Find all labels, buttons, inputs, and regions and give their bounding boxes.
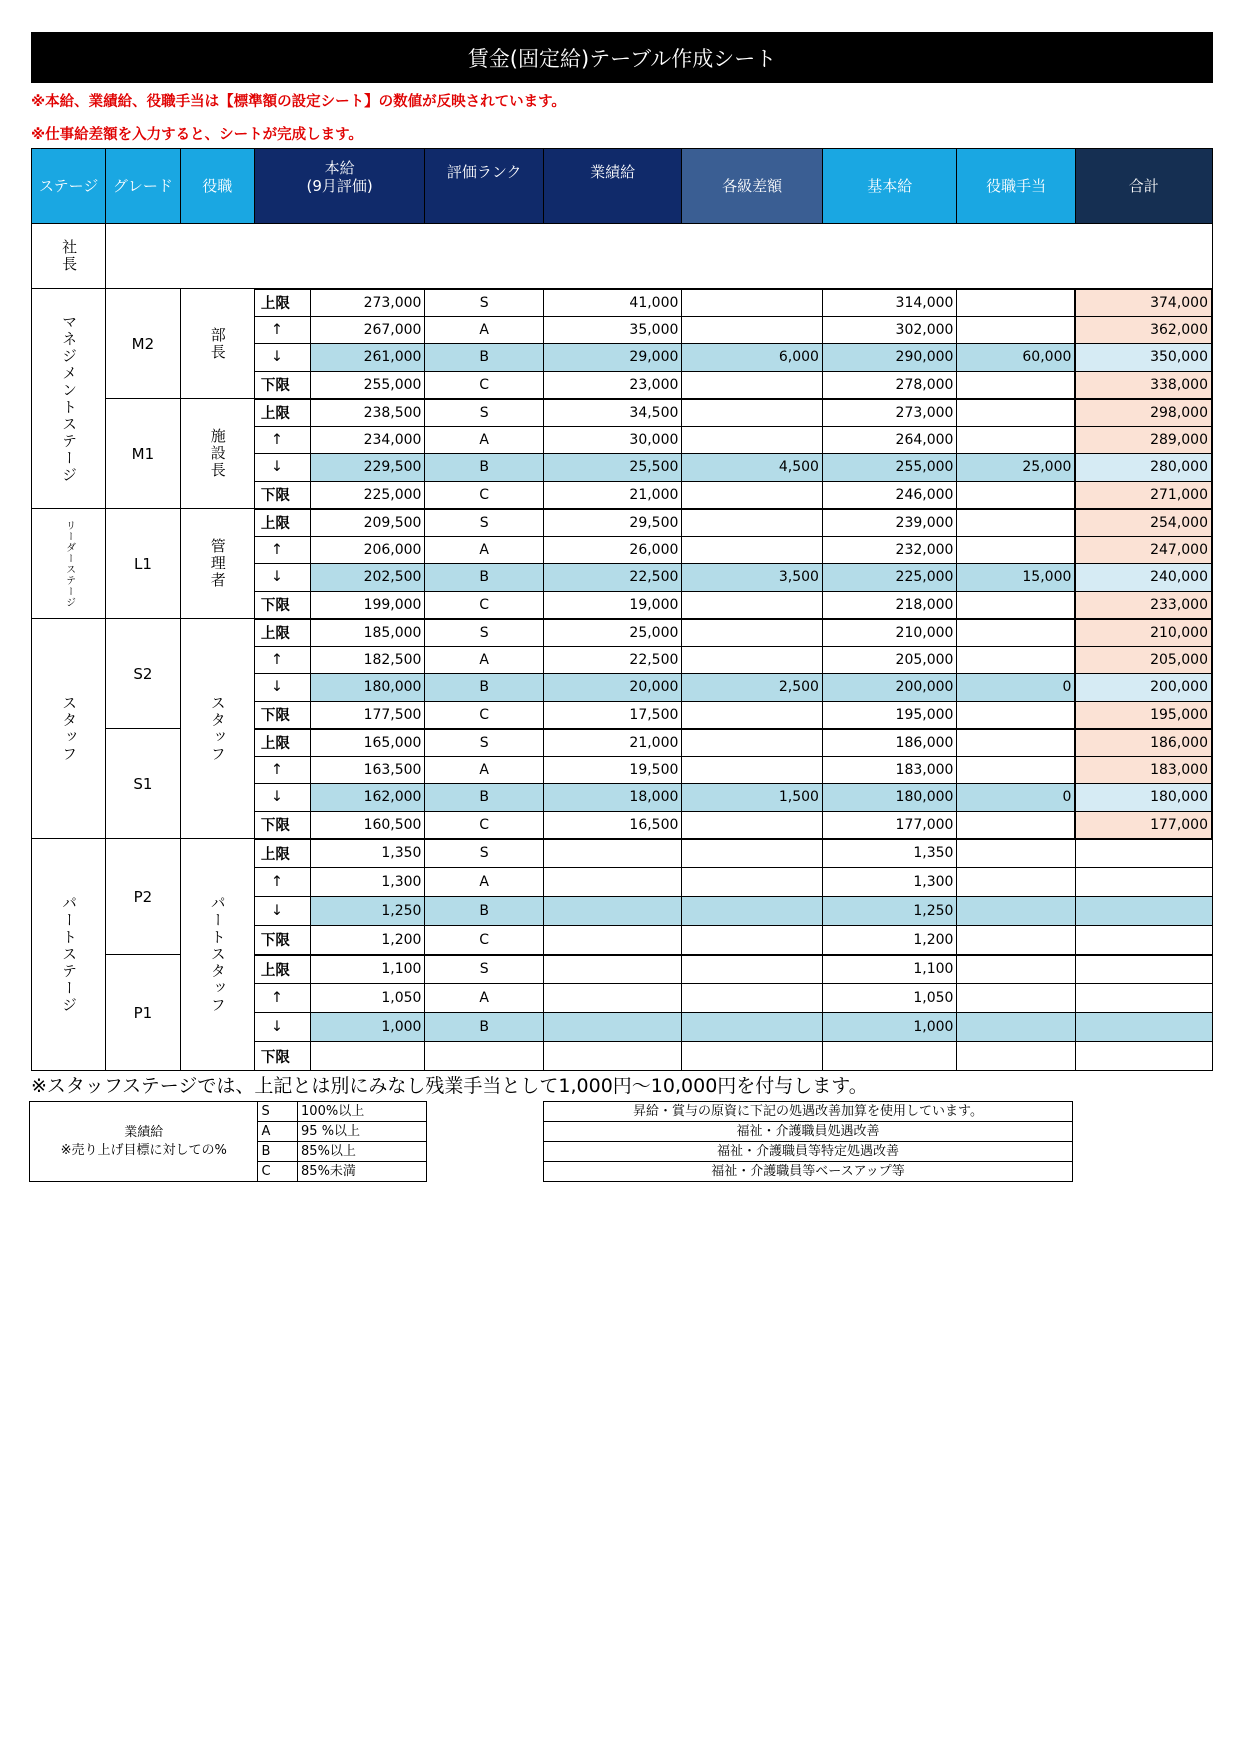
grade-label: P1 [106, 955, 180, 1071]
position-label: 管理者 [208, 538, 227, 589]
grade-diff [682, 509, 823, 537]
row-mark: 上限 [254, 399, 310, 427]
position-allowance: 0 [957, 784, 1075, 812]
performance-pay: 25,500 [543, 454, 682, 482]
position-allowance [957, 984, 1075, 1013]
performance-pay: 29,000 [543, 344, 682, 372]
total [1075, 1042, 1212, 1071]
row-mark: ↑ [254, 756, 310, 784]
base-pay: 225,000 [311, 481, 425, 509]
base-pay: 238,500 [311, 399, 425, 427]
stage-label-part: パートステージ [60, 895, 79, 1014]
grade-diff [682, 897, 823, 926]
position-allowance [957, 756, 1075, 784]
base-pay: 185,000 [311, 619, 425, 647]
total: 254,000 [1075, 509, 1212, 537]
stage-label-part-cell [32, 839, 106, 1071]
performance-pay: 19,000 [543, 591, 682, 619]
basic-pay: 1,000 [822, 1013, 957, 1042]
row-mark: ↑ [254, 984, 310, 1013]
basic-pay: 302,000 [822, 316, 957, 344]
grade-diff [682, 619, 823, 647]
base-pay: 209,500 [311, 509, 425, 537]
rank: S [425, 619, 543, 647]
basic-pay: 239,000 [822, 509, 957, 537]
header-position: 役職 [180, 149, 254, 224]
total: 271,000 [1075, 481, 1212, 509]
grade-diff [682, 591, 823, 619]
base-pay: 273,000 [311, 289, 425, 317]
header-base-pay-line1: 本給 [324, 159, 355, 177]
source-row [544, 1102, 1073, 1122]
grade-diff [682, 646, 823, 674]
base-pay: 202,500 [311, 564, 425, 592]
grade-diff [682, 868, 823, 897]
performance-pay [543, 868, 682, 897]
legend-grade: A [258, 1122, 298, 1142]
rank: C [425, 481, 543, 509]
grade-diff [682, 756, 823, 784]
source-row [544, 1142, 1073, 1162]
legend-grade: B [258, 1142, 298, 1162]
row-mark: 下限 [254, 481, 310, 509]
basic-pay: 186,000 [822, 729, 957, 757]
table-row [32, 619, 1213, 647]
total: 183,000 [1075, 756, 1212, 784]
basic-pay [822, 1042, 957, 1071]
grade-label: S2 [106, 619, 180, 729]
position-label: 部長 [208, 326, 227, 361]
legend-desc: 85%以上 [298, 1142, 427, 1162]
row-mark: ↓ [254, 897, 310, 926]
position-allowance [957, 591, 1075, 619]
position-allowance [957, 646, 1075, 674]
header-grade: グレード [106, 149, 180, 224]
base-pay: 1,300 [311, 868, 425, 897]
position-allowance [957, 811, 1075, 839]
basic-pay: 1,100 [822, 955, 957, 984]
position-label-cell [180, 509, 254, 619]
total: 247,000 [1075, 536, 1212, 564]
performance-pay [543, 1013, 682, 1042]
performance-pay: 23,000 [543, 371, 682, 399]
total: 186,000 [1075, 729, 1212, 757]
position-allowance [957, 897, 1075, 926]
basic-pay: 232,000 [822, 536, 957, 564]
position-label: 施設長 [208, 428, 227, 479]
base-pay: 229,500 [311, 454, 425, 482]
base-pay: 206,000 [311, 536, 425, 564]
basic-pay: 210,000 [822, 619, 957, 647]
row-mark: 上限 [254, 509, 310, 537]
position-label-cell [180, 839, 254, 1071]
rank: B [425, 674, 543, 702]
grade-label: L1 [106, 509, 180, 619]
performance-pay: 17,500 [543, 701, 682, 729]
position-allowance [957, 1013, 1075, 1042]
performance-pay [543, 1042, 682, 1071]
grade-diff [682, 955, 823, 984]
grade-diff [682, 426, 823, 454]
rank: B [425, 344, 543, 372]
source-note: 福祉・介護職員等特定処遇改善 [544, 1142, 1073, 1162]
basic-pay: 205,000 [822, 646, 957, 674]
performance-pay: 29,500 [543, 509, 682, 537]
page-title: 賃金(固定給)テーブル作成シート [31, 32, 1213, 83]
legend-desc: 85%未満 [298, 1162, 427, 1182]
basic-pay: 1,350 [822, 839, 957, 868]
grade-diff [682, 729, 823, 757]
position-allowance [957, 868, 1075, 897]
performance-pay: 30,000 [543, 426, 682, 454]
position-label-cell [180, 399, 254, 509]
grade-label: M2 [106, 289, 180, 399]
performance-pay: 35,000 [543, 316, 682, 344]
base-pay: 234,000 [311, 426, 425, 454]
grade-diff [682, 926, 823, 955]
grade-diff [682, 481, 823, 509]
row-mark: ↑ [254, 316, 310, 344]
total: 298,000 [1075, 399, 1212, 427]
row-mark: ↓ [254, 1013, 310, 1042]
row-mark: ↑ [254, 868, 310, 897]
position-allowance [957, 316, 1075, 344]
table-row [32, 509, 1213, 537]
header-position-allowance: 役職手当 [957, 149, 1075, 224]
performance-legend-table [29, 1101, 427, 1182]
base-pay: 177,500 [311, 701, 425, 729]
grade-diff: 6,000 [682, 344, 823, 372]
row-mark: 上限 [254, 729, 310, 757]
source-note: 福祉・介護職員処遇改善 [544, 1122, 1073, 1142]
basic-pay: 200,000 [822, 674, 957, 702]
position-allowance: 25,000 [957, 454, 1075, 482]
rank: A [425, 426, 543, 454]
table-row [32, 399, 1213, 427]
total: 195,000 [1075, 701, 1212, 729]
position-allowance: 0 [957, 674, 1075, 702]
position-allowance [957, 289, 1075, 317]
grade-diff [682, 811, 823, 839]
rank: S [425, 509, 543, 537]
note-input-instruction: ※仕事給差額を入力すると、シートが完成します。 [31, 127, 363, 143]
row-mark: 下限 [254, 371, 310, 399]
grade-diff: 4,500 [682, 454, 823, 482]
legend-grade: C [258, 1162, 298, 1182]
grade-diff [682, 289, 823, 317]
rank: B [425, 564, 543, 592]
basic-pay: 264,000 [822, 426, 957, 454]
grade-diff [682, 984, 823, 1013]
funding-source-table [543, 1101, 1073, 1182]
base-pay: 182,500 [311, 646, 425, 674]
grade-label: S1 [106, 729, 180, 839]
total: 362,000 [1075, 316, 1212, 344]
grade-diff [682, 371, 823, 399]
base-pay: 255,000 [311, 371, 425, 399]
rank: A [425, 536, 543, 564]
rank: C [425, 591, 543, 619]
grade-diff [682, 1013, 823, 1042]
total [1075, 926, 1212, 955]
legend-title: 業績給 [124, 1124, 164, 1140]
base-pay: 165,000 [311, 729, 425, 757]
position-allowance [957, 729, 1075, 757]
total: 177,000 [1075, 811, 1212, 839]
position-allowance [957, 399, 1075, 427]
rank: S [425, 955, 543, 984]
total: 233,000 [1075, 591, 1212, 619]
performance-pay [543, 897, 682, 926]
grade-label: M1 [106, 399, 180, 509]
stage-label-staff: スタッフ [60, 694, 79, 763]
row-mark: ↓ [254, 454, 310, 482]
grade-diff [682, 1042, 823, 1071]
base-pay [311, 1042, 425, 1071]
position-allowance [957, 955, 1075, 984]
header-performance-pay: 業績給 [543, 149, 682, 224]
rank: C [425, 926, 543, 955]
table-row [32, 289, 1213, 317]
legend-subtitle: ※売り上げ目標に対しての% [60, 1142, 227, 1158]
total [1075, 1013, 1212, 1042]
performance-pay: 21,000 [543, 729, 682, 757]
rank: S [425, 399, 543, 427]
president-label: 社長 [60, 239, 79, 273]
position-allowance [957, 926, 1075, 955]
performance-pay [543, 984, 682, 1013]
legend-desc: 100%以上 [298, 1102, 427, 1122]
row-mark: 上限 [254, 955, 310, 984]
base-pay: 180,000 [311, 674, 425, 702]
base-pay: 162,000 [311, 784, 425, 812]
row-mark: ↓ [254, 784, 310, 812]
basic-pay: 218,000 [822, 591, 957, 619]
rank: C [425, 811, 543, 839]
performance-pay [543, 926, 682, 955]
position-label-cell [180, 289, 254, 399]
rank: B [425, 784, 543, 812]
base-pay: 267,000 [311, 316, 425, 344]
position-allowance: 60,000 [957, 344, 1075, 372]
source-row [544, 1162, 1073, 1182]
president-cell [32, 224, 106, 289]
position-allowance [957, 371, 1075, 399]
base-pay: 1,000 [311, 1013, 425, 1042]
basic-pay: 1,050 [822, 984, 957, 1013]
grade-diff [682, 316, 823, 344]
total: 280,000 [1075, 454, 1212, 482]
total: 338,000 [1075, 371, 1212, 399]
basic-pay: 290,000 [822, 344, 957, 372]
basic-pay: 1,250 [822, 897, 957, 926]
performance-pay: 22,500 [543, 646, 682, 674]
position-label: スタッフ [208, 694, 227, 763]
basic-pay: 1,200 [822, 926, 957, 955]
base-pay: 1,100 [311, 955, 425, 984]
position-allowance [957, 839, 1075, 868]
position-allowance [957, 536, 1075, 564]
performance-pay [543, 839, 682, 868]
total: 180,000 [1075, 784, 1212, 812]
source-note: 福祉・介護職員等ベースアップ等 [544, 1162, 1073, 1182]
rank: A [425, 316, 543, 344]
basic-pay: 195,000 [822, 701, 957, 729]
basic-pay: 314,000 [822, 289, 957, 317]
row-mark: 下限 [254, 591, 310, 619]
stage-label-leader-cell [32, 509, 106, 619]
header-rank: 評価ランク [425, 149, 543, 224]
position-allowance [957, 509, 1075, 537]
total: 205,000 [1075, 646, 1212, 674]
performance-pay: 20,000 [543, 674, 682, 702]
base-pay: 1,050 [311, 984, 425, 1013]
row-mark: 上限 [254, 289, 310, 317]
basic-pay: 183,000 [822, 756, 957, 784]
grade-diff [682, 701, 823, 729]
row-mark: 上限 [254, 839, 310, 868]
rank [425, 1042, 543, 1071]
total: 210,000 [1075, 619, 1212, 647]
rank: A [425, 984, 543, 1013]
position-label-cell [180, 619, 254, 839]
position-label: パートスタッフ [208, 895, 227, 1014]
stage-label-management: マネジメントステージ [60, 313, 79, 484]
legend-row [30, 1102, 427, 1122]
header-basic-pay: 基本給 [822, 149, 957, 224]
legend-desc: 95 %以上 [298, 1122, 427, 1142]
table-row [32, 839, 1213, 868]
rank: A [425, 868, 543, 897]
basic-pay: 180,000 [822, 784, 957, 812]
position-allowance: 15,000 [957, 564, 1075, 592]
president-blank [106, 224, 1212, 289]
rank: B [425, 1013, 543, 1042]
header-base-pay-line2: (9月評価) [306, 177, 373, 195]
note-standard-values: ※本給、業績給、役職手当は【標準額の設定シート】の数値が反映されています。 [31, 94, 566, 110]
base-pay: 1,200 [311, 926, 425, 955]
position-allowance [957, 426, 1075, 454]
total: 240,000 [1075, 564, 1212, 592]
total [1075, 839, 1212, 868]
performance-pay: 22,500 [543, 564, 682, 592]
rank: C [425, 371, 543, 399]
total: 289,000 [1075, 426, 1212, 454]
row-mark: 下限 [254, 701, 310, 729]
performance-pay: 25,000 [543, 619, 682, 647]
row-mark: ↓ [254, 674, 310, 702]
source-note: 昇給・賞与の原資に下記の処遇改善加算を使用しています。 [544, 1102, 1073, 1122]
performance-pay [543, 955, 682, 984]
row-mark: ↑ [254, 536, 310, 564]
row-mark: 下限 [254, 811, 310, 839]
grade-label: P2 [106, 839, 180, 955]
grade-diff: 3,500 [682, 564, 823, 592]
rank: S [425, 839, 543, 868]
basic-pay: 246,000 [822, 481, 957, 509]
header-total: 合計 [1075, 149, 1212, 224]
header-grade-diff: 各級差額 [682, 149, 823, 224]
legend-grade: S [258, 1102, 298, 1122]
performance-pay: 16,500 [543, 811, 682, 839]
performance-pay: 34,500 [543, 399, 682, 427]
row-mark: 下限 [254, 1042, 310, 1071]
rank: A [425, 756, 543, 784]
row-mark: ↓ [254, 564, 310, 592]
basic-pay: 278,000 [822, 371, 957, 399]
total [1075, 984, 1212, 1013]
row-mark: ↓ [254, 344, 310, 372]
performance-pay: 19,500 [543, 756, 682, 784]
stage-label-leader: リーダーステージ [63, 519, 75, 608]
base-pay: 199,000 [311, 591, 425, 619]
row-mark: ↑ [254, 646, 310, 674]
basic-pay: 225,000 [822, 564, 957, 592]
grade-diff [682, 536, 823, 564]
rank: S [425, 289, 543, 317]
grade-diff: 1,500 [682, 784, 823, 812]
header-base-pay [254, 149, 425, 224]
source-row [544, 1122, 1073, 1142]
base-pay: 163,500 [311, 756, 425, 784]
performance-pay: 26,000 [543, 536, 682, 564]
row-mark: 下限 [254, 926, 310, 955]
position-allowance [957, 701, 1075, 729]
stage-label-management-cell [32, 289, 106, 509]
basic-pay: 177,000 [822, 811, 957, 839]
base-pay: 261,000 [311, 344, 425, 372]
total [1075, 955, 1212, 984]
stage-label-staff-cell [32, 619, 106, 839]
wage-table [31, 148, 1213, 1071]
rank: B [425, 454, 543, 482]
performance-pay: 41,000 [543, 289, 682, 317]
base-pay: 160,500 [311, 811, 425, 839]
position-allowance [957, 481, 1075, 509]
performance-pay: 18,000 [543, 784, 682, 812]
basic-pay: 255,000 [822, 454, 957, 482]
total [1075, 897, 1212, 926]
total [1075, 868, 1212, 897]
total: 374,000 [1075, 289, 1212, 317]
rank: S [425, 729, 543, 757]
position-allowance [957, 1042, 1075, 1071]
position-allowance [957, 619, 1075, 647]
rank: A [425, 646, 543, 674]
header-row [32, 149, 1213, 224]
grade-diff [682, 839, 823, 868]
legend-title-cell [30, 1102, 258, 1182]
rank: B [425, 897, 543, 926]
grade-diff [682, 399, 823, 427]
row-mark: 上限 [254, 619, 310, 647]
base-pay: 1,250 [311, 897, 425, 926]
basic-pay: 273,000 [822, 399, 957, 427]
performance-pay: 21,000 [543, 481, 682, 509]
president-row [32, 224, 1213, 289]
basic-pay: 1,300 [822, 868, 957, 897]
row-mark: ↑ [254, 426, 310, 454]
base-pay: 1,350 [311, 839, 425, 868]
rank: C [425, 701, 543, 729]
header-stage: ステージ [32, 149, 106, 224]
grade-diff: 2,500 [682, 674, 823, 702]
total: 350,000 [1075, 344, 1212, 372]
total: 200,000 [1075, 674, 1212, 702]
footnote: ※スタッフステージでは、上記とは別にみなし残業手当として1,000円〜10,000円を付与します。 [31, 1075, 868, 1097]
